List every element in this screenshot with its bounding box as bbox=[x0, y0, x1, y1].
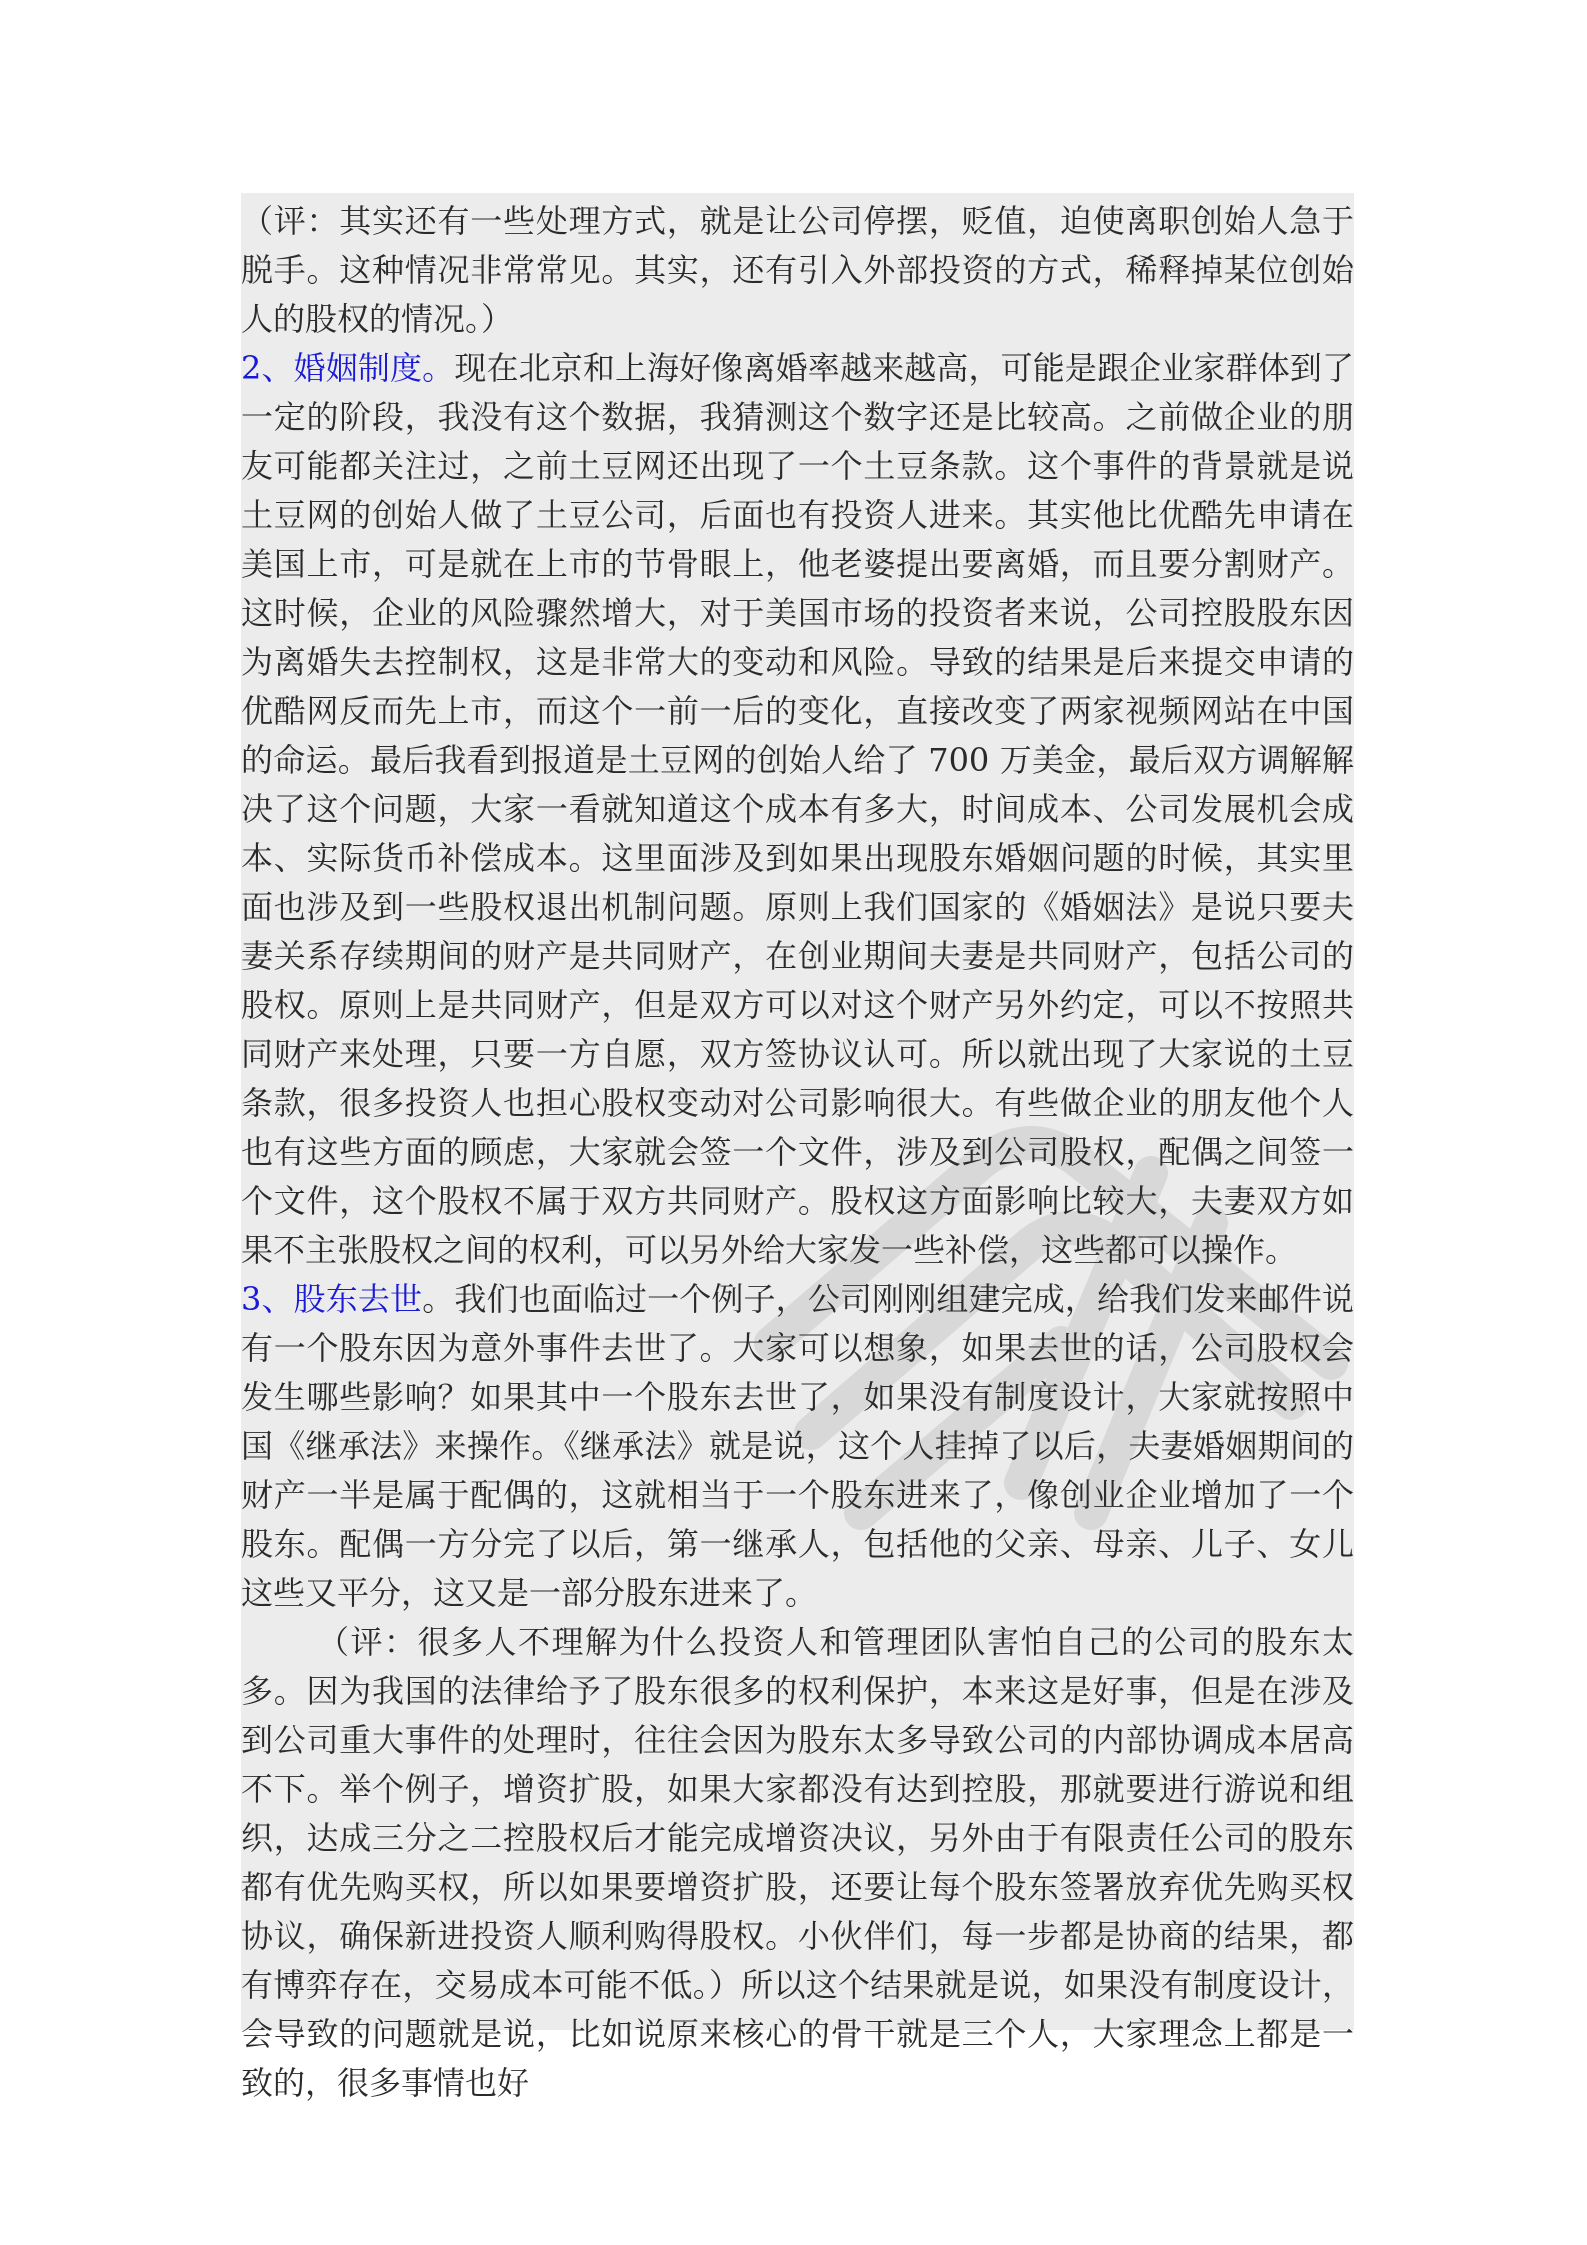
paragraph-text: （评：很多人不理解为什么投资人和管理团队害怕自己的公司的股东太多。因为我国的法律给予了股东很多的权利保护，本来这是好事，但是在涉及到公司重大事件的处理时，往往会因为股东太多导致公司的内部协调成本居高不下。举个例子，增资扩股，如果大家都没有达到控股，那就要进行游说和组织，达成三分之二控股权后才能完成增资决议，另外由于有限责任公司的股东都有优先购买权，所以如果要增资扩股，还要让每个股东签署放弃优先购买权协议，确保新进投资人顺利购得股权。小伙伴们，每一步都是协商的结果，都有博弈存在，交易成本可能不低。）所以这个结果就是说，如果没有制度设计，会导致的问题就是说，比如说原来核心的骨干就是三个人，大家理念上都是一致的，很多事情也好 bbox=[241, 1623, 1354, 2102]
section-heading-marriage: 2、婚姻制度。 bbox=[241, 349, 455, 387]
paragraph-comment-1 bbox=[241, 197, 1354, 344]
paragraph-shareholder-death bbox=[241, 1275, 1354, 1618]
paragraph-marriage bbox=[241, 344, 1354, 1275]
article-text bbox=[241, 197, 1354, 2108]
paragraph-text: （评：其实还有一些处理方式，就是让公司停摆，贬值，迫使离职创始人急于脱手。这种情况非常常见。其实，还有引入外部投资的方式，稀释掉某位创始人的股权的情况。） bbox=[241, 202, 1354, 338]
document-body bbox=[241, 193, 1354, 2102]
section-heading-shareholder-death: 3、股东去世 bbox=[241, 1280, 423, 1318]
paragraph-comment-2 bbox=[241, 1618, 1354, 2108]
paragraph-text: 。我们也面临过一个例子，公司刚刚组建完成，给我们发来邮件说有一个股东因为意外事件去世了。大家可以想象，如果去世的话，公司股权会发生哪些影响？如果其中一个股东去世了，如果没有制度设计，大家就按照中国《继承法》来操作。《继承法》就是说，这个人挂掉了以后，夫妻婚姻期间的财产一半是属于配偶的，这就相当于一个股东进来了，像创业企业增加了一个股东。配偶一方分完了以后，第一继承人，包括他的父亲、母亲、儿子、女儿这些又平分，这又是一部分股东进来了。 bbox=[241, 1280, 1354, 1612]
paragraph-text: 现在北京和上海好像离婚率越来越高，可能是跟企业家群体到了一定的阶段，我没有这个数据，我猜测这个数字还是比较高。之前做企业的朋友可能都关注过，之前土豆网还出现了一个土豆条款。这个事件的背景就是说土豆网的创始人做了土豆公司，后面也有投资人进来。其实他比优酷先申请在美国上市，可是就在上市的节骨眼上，他老婆提出要离婚，而且要分割财产。这时候，企业的风险骤然增大，对于美国市场的投资者来说，公司控股股东因为离婚失去控制权，这是非常大的变动和风险。导致的结果是后来提交申请的优酷网反而先上市，而这个一前一后的变化，直接改变了两家视频网站在中国的命运。最后我看到报道是土豆网的创始人给了 700 万美金，最后双方调解解决了这个问题，大家一看就知道这个成本有多大，时间成本、公司发展机会成本、实际货币补偿成本。这里面涉及到如果出现股东婚姻问题的时候，其实里面也涉及到一些股权退出机制问题。原则上我们国家的《婚姻法》是说只要夫妻关系存续期间的财产是共同财产，在创业期间夫妻是共同财产，包括公司的股权。原则上是共同财产，但是双方可以对这个财产另外约定，可以不按照共同财产来处理，只要一方自愿，双方签协议认可。所以就出现了大家说的土豆条款，很多投资人也担心股权变动对公司影响很大。有些做企业的朋友他个人也有这些方面的顾虑，大家就会签一个文件，涉及到公司股权，配偶之间签一个文件，这个股权不属于双方共同财产。股权这方面影响比较大，夫妻双方如果不主张股权之间的权利，可以另外给大家发一些补偿，这些都可以操作。 bbox=[241, 349, 1354, 1269]
